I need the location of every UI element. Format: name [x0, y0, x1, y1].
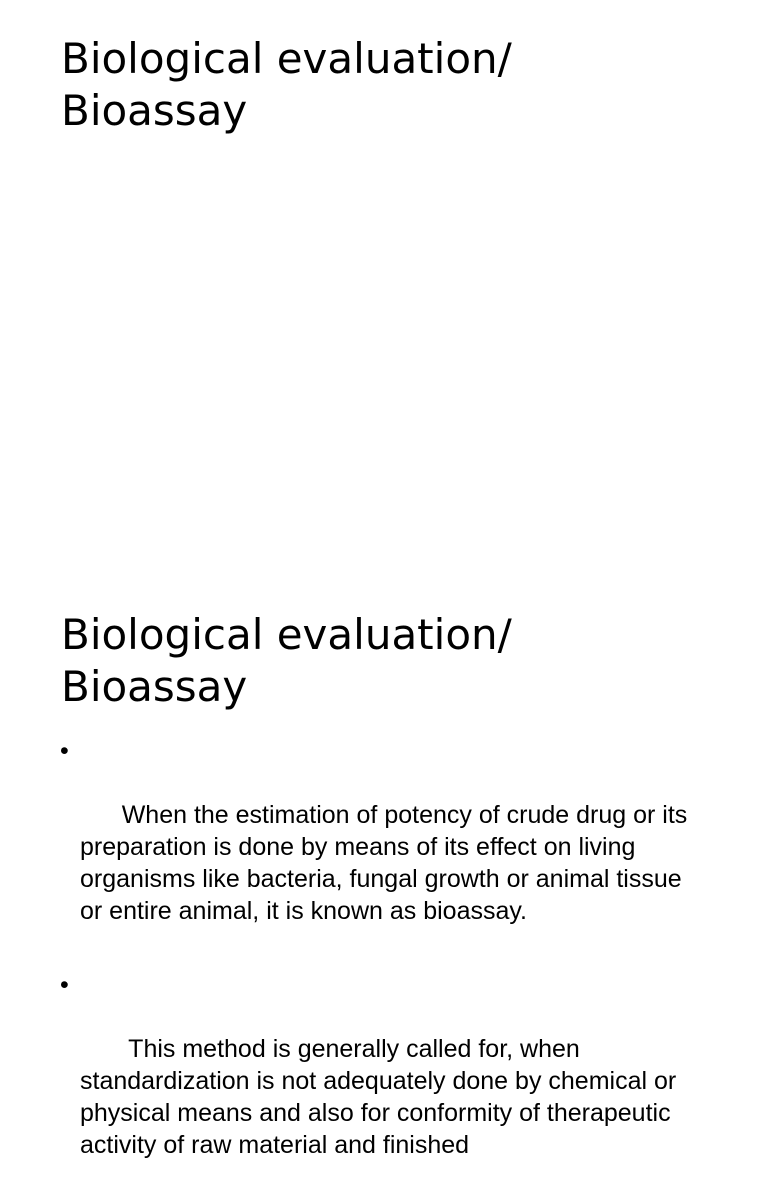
slide-1	[0, 0, 768, 576]
bullet-item	[60, 969, 710, 1193]
bullet-list	[60, 735, 710, 1203]
slide-title: Biological evaluation/ Bioassay	[61, 34, 512, 135]
slide-title: Biological evaluation/ Bioassay	[61, 610, 512, 711]
bullet-text: This method is generally called for, when standardization is not adequately done by chemical or physical means and also for conformity of therapeutic activity of raw material and finished	[80, 1035, 684, 1159]
bullet-icon: •	[60, 971, 69, 999]
bullet-text: When the estimation of potency of crude drug or its preparation is done by means of its effect on living organisms like bacteria, fungal growth or animal tissue or entire animal, it is known as bioassay.	[80, 801, 695, 925]
bullet-icon: •	[60, 737, 69, 765]
slide-2	[0, 576, 768, 1159]
bullet-item	[60, 735, 710, 959]
